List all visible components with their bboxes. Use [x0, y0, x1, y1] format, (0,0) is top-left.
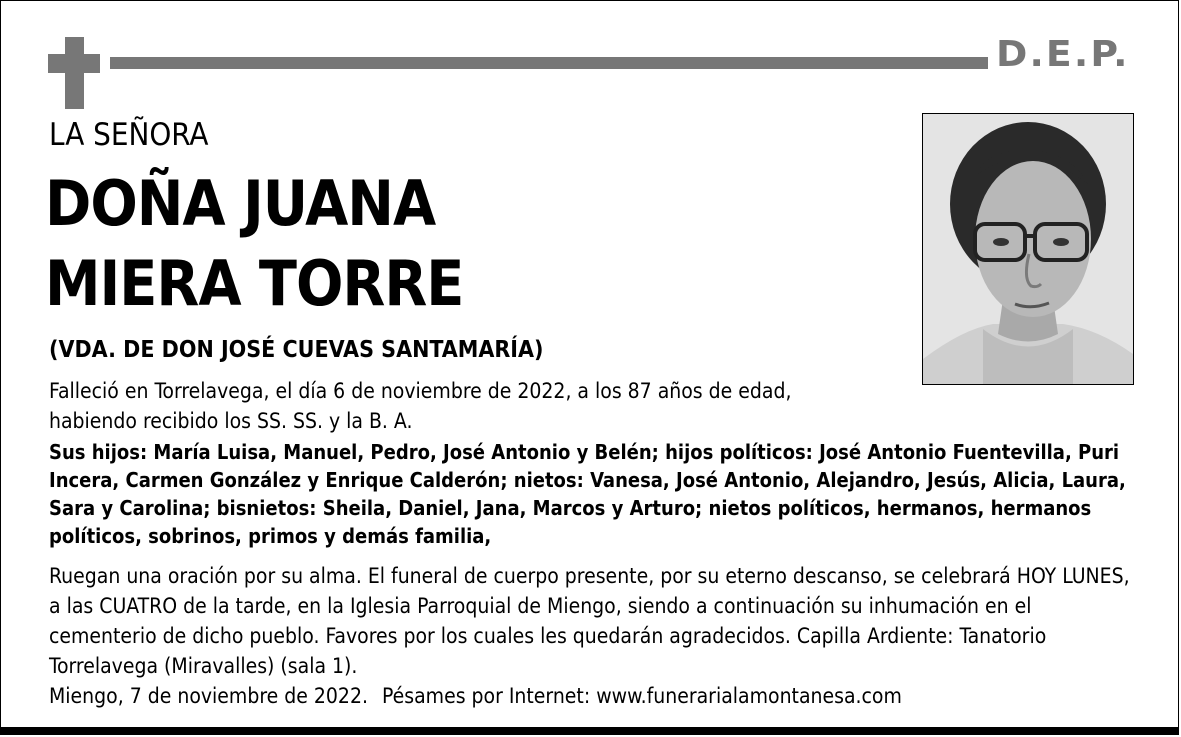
condolences-link: Pésames por Internet: www.funerarialamontanesa.com [381, 684, 902, 708]
portrait-icon [923, 114, 1133, 384]
cross-icon-vertical [65, 37, 84, 109]
family-list: Sus hijos: María Luisa, Manuel, Pedro, José Antonio y Belén; hijos políticos: José Antonio Fuentevilla, Puri Incera, Carmen González y Enrique Calderón; nietos: Vanesa, José Antonio, Alejandro, Jesús, Alicia, Laura, Sara y Carolina; bisnietos: Sheila, Daniel, Jana, Marcos y Arturo; nietos políticos, hermanos, hermanos políticos, sobrinos, primos y demás familia, [49, 440, 1126, 548]
honorific: LA SEÑORA [49, 117, 209, 153]
top-rule [110, 57, 988, 69]
cross-icon [48, 54, 100, 73]
widow-of: (VDA. DE DON JOSÉ CUEVAS SANTAMARÍA) [49, 337, 544, 363]
bottom-rule [1, 727, 1178, 734]
deceased-name-line2: MIERA TORRE [45, 247, 464, 320]
dep-label: D.E.P. [996, 34, 1130, 75]
footer [49, 681, 1144, 711]
death-details: Falleció en Torrelavega, el día 6 de noviembre de 2022, a los 87 años de edad, habiendo recibido los SS. SS. y la B. A. [49, 379, 792, 433]
place-date: Miengo, 7 de noviembre de 2022. [49, 684, 368, 708]
funeral-details: Ruegan una oración por su alma. El funeral de cuerpo presente, por su eterno descanso, se celebrará HOY LUNES, a las CUATRO de la tarde, en la Iglesia Parroquial de Miengo, siendo a continuación su inhumación en el cementerio de dicho pueblo. Favores por los cuales les quedarán agradecidos. Capilla Ardiente: Tanatorio Torrelavega (Miravalles) (sala 1). [49, 564, 1130, 678]
deceased-name-line1: DOÑA JUANA [45, 167, 436, 240]
portrait-photo [922, 113, 1134, 385]
